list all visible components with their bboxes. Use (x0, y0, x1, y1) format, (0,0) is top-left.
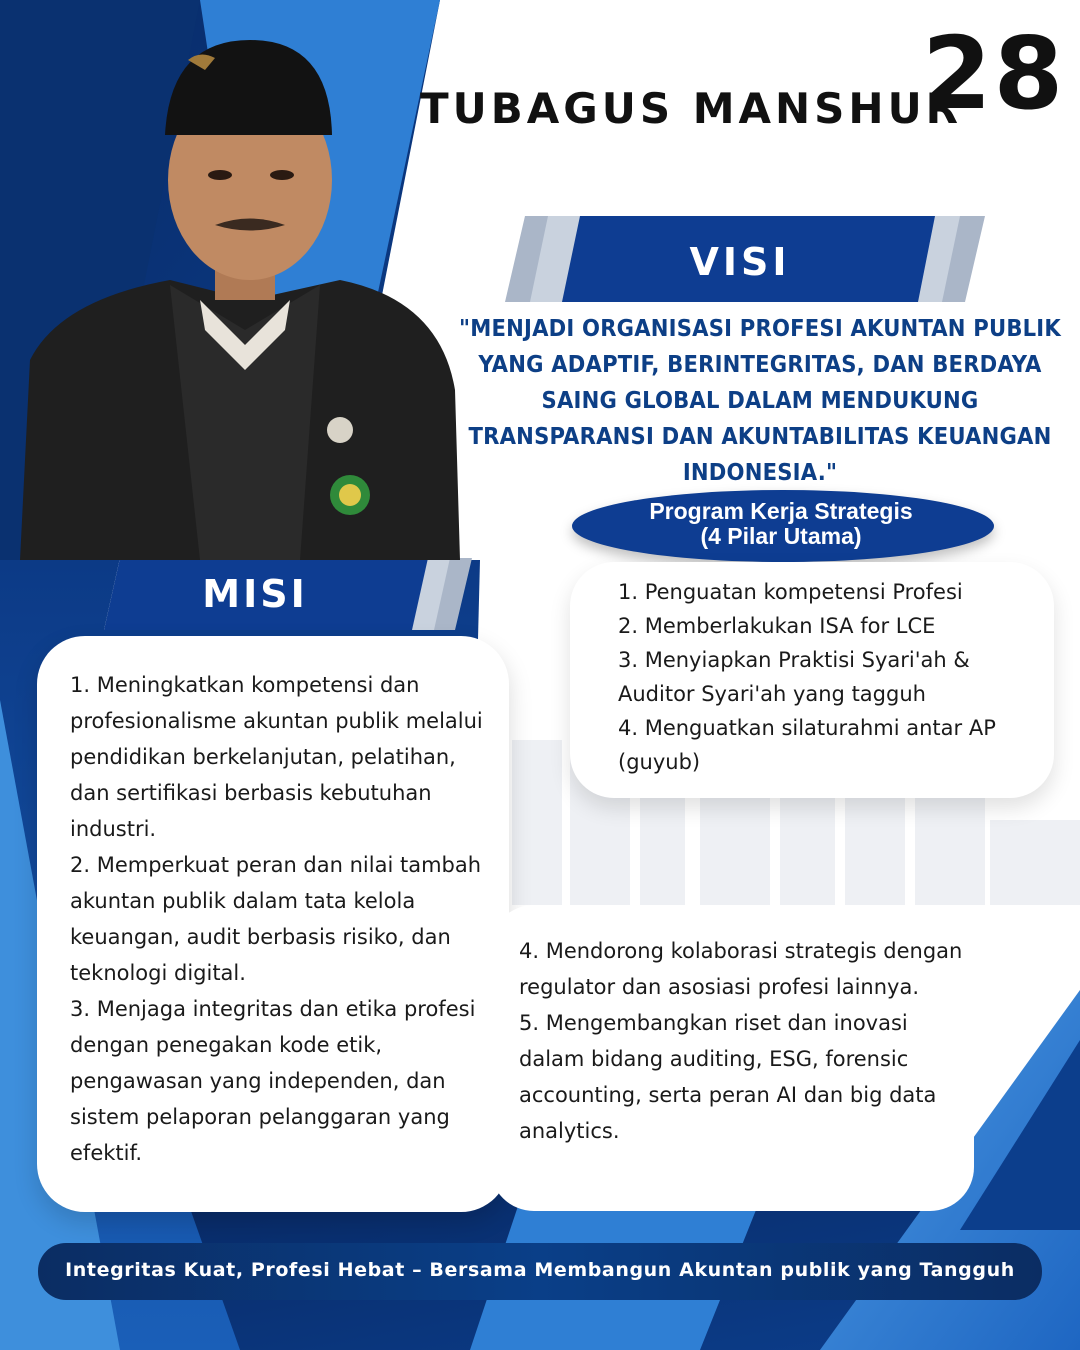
program-title-line1: Program Kerja Strategis (649, 498, 913, 524)
program-item: 3. Menyiapkan Praktisi Syari'ah & Auditor Syari'ah yang tagguh (618, 648, 970, 706)
misi-list-continued (519, 933, 964, 1149)
footer-tagline: Integritas Kuat, Profesi Hebat – Bersama Membangun Akuntan publik yang Tangguh (65, 1259, 1015, 1281)
misi-item: 4. Mendorong kolaborasi strategis dengan regulator dan asosiasi profesi lainnya. (519, 939, 963, 999)
program-item: 4. Menguatkan silaturahmi antar AP (guyub) (618, 716, 996, 774)
visi-statement: "MENJADI ORGANISASI PROFESI AKUNTAN PUBLIK YANG ADAPTIF, BERINTEGRITAS, DAN BERDAYA SAING GLOBAL DALAM MENDUKUNG TRANSPARANSI DAN AKUNTABILITAS KEUANGAN INDONESIA." (459, 314, 1061, 486)
visi-heading: VISI (689, 240, 791, 284)
misi-heading: MISI (202, 572, 308, 616)
misi-item: 1. Meningkatkan kompetensi dan profesionalisme akuntan publik melalui pendidikan berkelanjutan, pelatihan, dan sertifikasi berbasis kebutuhan industri. (70, 673, 483, 841)
candidate-name: TUBAGUS MANSHUR (420, 84, 963, 133)
program-list (618, 575, 1038, 779)
misi-list (70, 667, 500, 1171)
program-title (572, 499, 990, 549)
program-item: 2. Memberlakukan ISA for LCE (618, 614, 936, 638)
misi-item: 2. Memperkuat peran dan nilai tambah akuntan publik dalam tata kelola keuangan, audit berbasis risiko, dan teknologi digital. (70, 853, 482, 985)
candidate-portrait (0, 0, 460, 560)
program-item: 1. Penguatan kompetensi Profesi (618, 580, 963, 604)
misi-item: 3. Menjaga integritas dan etika profesi dengan penegakan kode etik, pengawasan yang independen, dan sistem pelaporan pelanggaran yang efektif. (70, 997, 476, 1165)
program-title-line2: (4 Pilar Utama) (700, 523, 862, 549)
candidate-number: 28 (922, 15, 1066, 132)
misi-item: 5. Mengembangkan riset dan inovasi dalam bidang auditing, ESG, forensic accounting, serta peran AI dan big data analytics. (519, 1011, 937, 1143)
